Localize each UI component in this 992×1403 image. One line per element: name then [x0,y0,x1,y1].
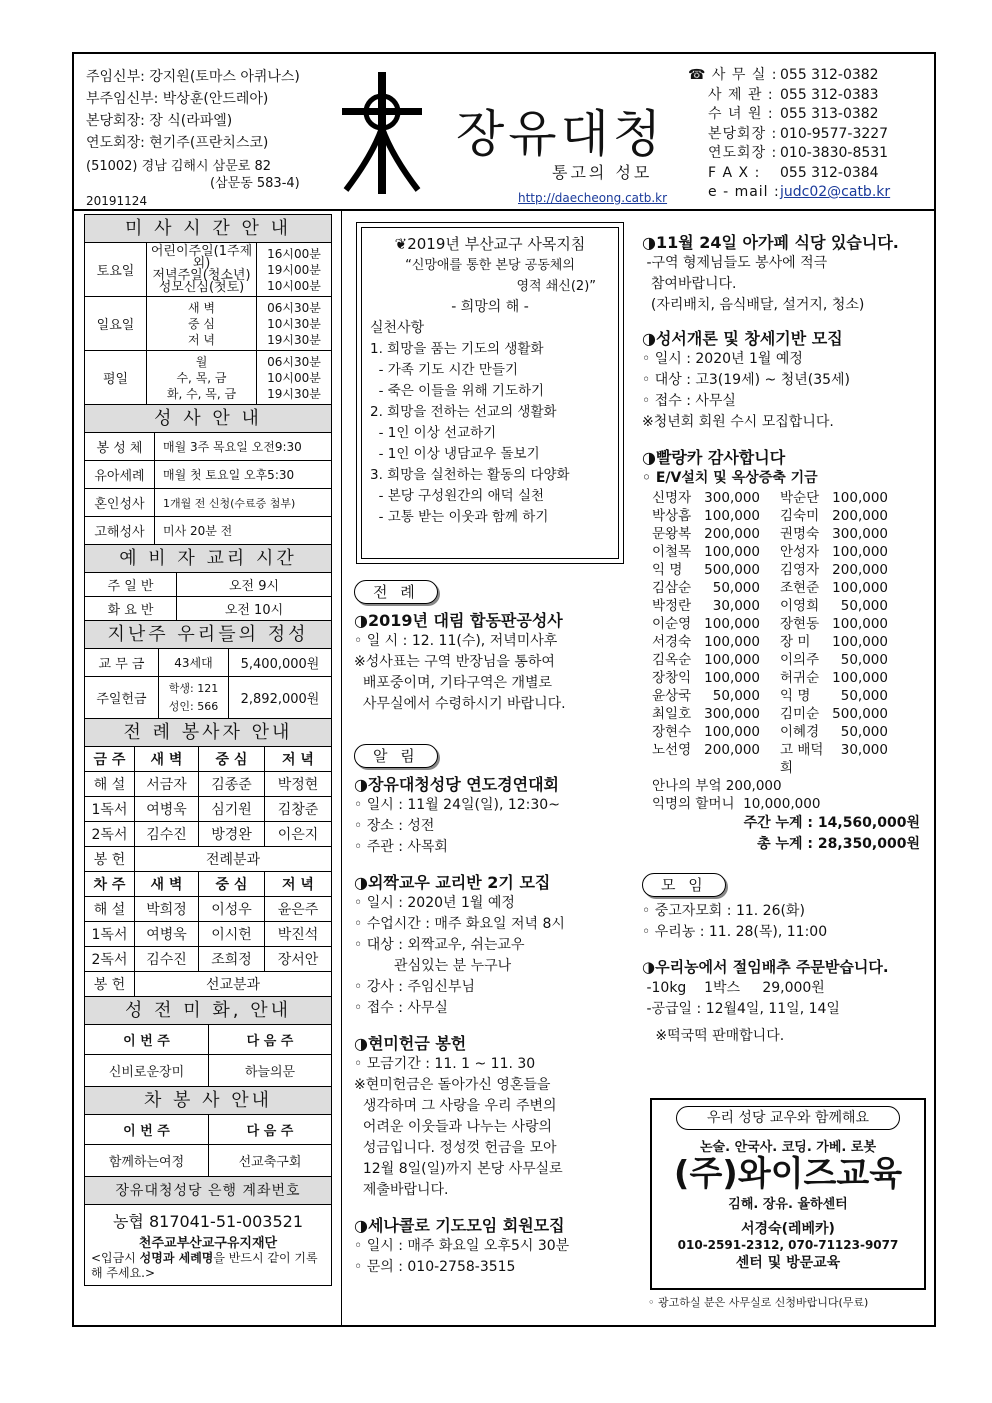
donor-name: 김숙미 [780,508,820,524]
pastoral-guide-box [356,222,624,564]
guide-title: ❦2019년 부산교구 사목지침 [394,235,586,253]
notice-heading: ◑장유대청성당 연도경연대회 [354,775,560,794]
contact-row: 본당회장 : 010-9577-3227 [708,125,889,142]
donor-name: 서경숙 [652,634,692,650]
sacrament-row: 혼인성사 1개월 전 신청(수료증 첨부) [85,489,331,517]
donor-name: 조현준 [780,580,820,596]
donor-amount: 100,000 [704,724,760,740]
donor-name: 장창익 [652,670,692,686]
guide-item: - 1인 이상 냉담교우 돌보기 [370,446,540,462]
donor-amount: 300,000 [704,706,760,722]
donor-amount: 100,000 [704,616,760,632]
donor-entry [780,633,908,651]
donor-name: 안성자 [780,544,820,560]
united-chair: 연도회장: 현기주(프란치스코) [86,135,269,151]
donor-entry [652,597,780,615]
flower-row: 신비로운장미 하늘의문 [85,1055,331,1087]
cabbage-heading: ◑우리농에서 절임배추 주문받습니다. [642,958,889,976]
assistant-pastor: 부주임신부: 박상훈(안드레아) [86,91,269,107]
liturgy-heading: ◑2019년 대림 합동판공성사 [354,611,563,630]
donor-name: 박순단 [780,490,820,506]
weekly-total: 주간 누계 : 14,560,000원 [743,815,920,831]
donor-name: 이의주 [780,652,820,668]
parish-title: 장유대청 [456,105,666,163]
guide-item: 1. 희망을 품는 기도의 생활화 [370,341,544,357]
mass-day: 평일 [85,351,147,404]
donor-name: 장현동 [780,616,820,632]
sacrament-title: 성 사 안 내 [85,405,331,433]
donor-amount: 100,000 [832,634,888,650]
mass-day: 일요일 [85,297,147,350]
donor-name: 박상흠 [652,508,692,524]
donor-entry [780,525,908,543]
catechism-row: 화 요 반 오전 10시 [85,597,331,621]
donor-amount: 100,000 [832,490,888,506]
grand-total: 총 누계 : 28,350,000원 [757,836,920,852]
cross-logo-icon [342,68,422,198]
server-header: 차 주 새 벽 중 심 저 녁 [85,872,331,897]
donor-amount: 30,000 [712,598,760,614]
ad-header: 우리 성당 교우와 함께해요 [676,1106,900,1130]
liturgy-section: 전 례 ◑2019년 대림 합동판공성사 ◦ 일 시 : 12. 11(수), 저녁미사후 ※성사표는 구역 반장님을 통하여 배포중이며, 기타구역은 개별로 사무실에서 수령하시기 바랍니다. [354,580,634,715]
donor-entry [780,507,908,525]
bank-note: <입금시 성명과 세례명을 반드시 같이 기록해 주세요.> [91,1251,318,1280]
donor-entry [780,741,908,777]
donor-entry [652,669,780,687]
contact-row: e - mail : judc02@catb.kr [688,183,890,203]
guide-item: - 1인 이상 선교하기 [370,425,497,441]
offering-row: 교 무 금 43세대 5,400,000원 [85,649,331,677]
donor-name: 김미순 [780,706,820,722]
ad-person: 서경숙(레베카) [741,1221,835,1237]
pastor: 주임신부: 강지원(토마스 아퀴나스) [86,69,300,85]
offering-row: 주일헌금 학생: 121 성인: 566 2,892,000원 [85,677,331,719]
donor-name: 문왕복 [652,526,692,542]
guide-quote2: 영적 쇄신(2)” [516,279,596,294]
server-row: 해 설 서금자 김종준 박정현 [85,772,331,797]
donor-amount: 500,000 [704,562,760,578]
donor-name: 장 미 [780,634,811,650]
donor-name: 신명자 [652,490,692,506]
guide-item: - 가족 기도 시간 만들기 [370,362,518,378]
donor-entry [780,723,908,741]
guide-quote1: “신망애를 통한 본당 공동체의 [405,258,575,273]
donor-amount: 100,000 [832,544,888,560]
contact-row: ☎ 사 무 실 : 055 312-0382 [688,67,879,83]
donor-name: 익 명 [780,688,811,704]
bank-owner: 천주교부산교구유지재단 [138,1236,278,1251]
donor-name: 이혜경 [780,724,820,740]
email-link[interactable]: judc02@catb.kr [780,184,891,200]
website-link[interactable]: http://daecheong.catb.kr [518,191,668,205]
ad-company: (주)와이즈교육 [673,1154,903,1194]
donor-entry [780,705,908,723]
server-table-this-week [85,747,331,997]
header [74,54,934,211]
donor-entry [780,615,908,633]
sacrament-row: 유아세례 매월 첫 토요일 오후5:30 [85,461,331,489]
server-row: 봉 헌 전례분과 [85,847,331,872]
ad-phone: 010-2591-2312, 070-71123-9077 [677,1238,899,1252]
donor-entry [652,705,780,723]
bank-account: 농협 817041-51-003521 [112,1212,304,1231]
donor-entry [780,687,908,705]
offering-title: 지난주 우리들의 정성 [85,621,331,649]
donor-entry [652,723,780,741]
donor-amount: 50,000 [840,598,888,614]
right-column: ◑11월 24일 아가페 식당 있습니다. -구역 형제님들도 봉사에 적극 참여바랍니다. (자리배치, 음식배달, 설거지, 청소) ◑성서개론 및 창세기반 모집 ◦ 일시 : 2020년 1월 예정 ◦ 대상 : 고3(19세) ~ 청년(35세) ◦ 접수 : 사무실 ※청년회 회원 수시 모집합니다. ◑빨랑카 감사합니다 ◦ E/V설치 및 옥상증축 기금 신명자 300,000 박순단 100,000 박상흠 100,000 김숙미 200,000 문왕복 200,000 권명숙 300,000 이철목 100,000 안성자 100,000 익 명 500,000 김영자 200,000 김삼순 50,000 조현준 100,000 박정란 30,000 이영희 50,000 이순영 100,000 장현동 100,000 서경숙 100,000 장 미 100,000 김옥순 100,000 이의주 50,000 장창익 100,000 허귀순 100,000 윤상국 50,000 익 명 50,000 최일호 300,000 김미순 500,000 장현수 100,000 이혜경 50,000 노선영 200,000 고 배덕희 30,000 안나의 부엌 200,000 익명의 할머니 10,000,000 주간 누계 : 14,560,000원 총 누계 : 28,350,000원 모 임 ◦ 중고자모회 : 11. 26(화) ◦ 우리농 : 11. 28(목), 11:00 ◑우리농에서 절임배추 주문받습니다. -10kg 1박스 29,000원 -공급일 : 12월4일, 11일, 14일 ※떡국떡 판매합니다. [642,232,932,1047]
donor-name: 김영자 [780,562,820,578]
donor-amount: 50,000 [712,580,760,596]
address [86,158,300,192]
catechism-title: 예 비 자 교리 시간 [85,545,331,573]
contact-row: 사 제 관 : 055 312-0383 [708,86,879,103]
server-row: 2독서 김수진 방경완 이은지 [85,822,331,847]
donor-entry [652,507,780,525]
donor-name: 김옥순 [652,652,692,668]
donor-amount: 300,000 [832,526,888,542]
car-header: 이 번 주 다 음 주 [85,1115,331,1145]
donor-entry [652,651,780,669]
ad-subjects: 논술. 안국사. 코딩. 가베. 로봇 [700,1140,876,1155]
column-divider [341,211,342,1327]
donor-entry [652,633,780,651]
notice-section: 알 림 ◑장유대청성당 연도경연대회 ◦ 일시 : 11월 24일(일), 12:30~ ◦ 장소 : 성전 ◦ 주관 : 사목회 ◑외짝교우 교리반 2기 모집 ◦ 일시 : 2020년 1월 예정 ◦ 수업시간 : 매주 화요일 저녁 8시 ◦ 대상 : 외짝교우, 쉬는교우 관심있는 분 누구나 ◦ 강사 : 주임신부님 ◦ 접수 : 사무실 ◑현미헌금 봉헌 ◦ 모금기간 : 11. 1 ~ 11. 30 ※현미헌금은 돌아가신 영혼들을 생각하며 그 사랑을 우리 주변의 어려운 이웃들과 나누는 사랑의 성금입니다. 정성껏 헌금을 모아 12월 8일(일)까지 본당 사무실로 제출바랍니다. ◑세나콜로 기도모임 회원모집 ◦ 일시 : 매주 화요일 오후5시 30분 ◦ 문의 : 010-2758-3515 [354,744,634,1278]
guide-item: - 본당 구성원간의 애덕 실천 [370,488,545,504]
donor-entry [780,669,908,687]
ad-visit: 센터 및 방문교육 [735,1255,841,1271]
donor-amount: 200,000 [704,526,760,542]
bank-title: 장유대청성당 은행 계좌번호 [85,1177,331,1205]
donor-amount: 100,000 [704,508,760,524]
donor-entry [652,579,780,597]
donor-name: 윤상국 [652,688,692,704]
contact-list [688,66,890,203]
flower-header: 이 번 주 다 음 주 [85,1025,331,1055]
donor-amount: 500,000 [832,706,888,722]
donor-entry [780,489,908,507]
donor-amount: 100,000 [704,544,760,560]
mass-title: 미 사 시 간 안 내 [85,215,331,243]
liturgy-tag: 전 례 [354,580,438,604]
donor-entry [652,543,780,561]
cafe-heading: ◑11월 24일 아가페 식당 있습니다. [642,233,899,252]
donor-name: 익 명 [652,562,683,578]
donor-list [642,489,932,777]
meeting-tag: 모 임 [642,873,726,897]
donor-amount: 100,000 [704,670,760,686]
mass-row-weekday: 평일 월 수, 목, 금 화, 수, 목, 금 06시30분 10시00분 19시30분 [85,351,331,405]
guide-year: - 희망의 해 - [451,299,529,315]
donor-name: 이철목 [652,544,692,560]
mass-row-sun: 일요일 새 벽 중 심 저 녁 06시30분 10시30분 19시30분 [85,297,331,351]
donor-entry [780,597,908,615]
donor-amount: 50,000 [840,688,888,704]
server-row: 2독서 김수진 조희정 장서안 [85,947,331,972]
donor-amount: 50,000 [840,724,888,740]
parish-chair: 본당회장: 장 식(라파엘) [86,113,233,129]
parish-subtitle: 통고의 성모 [552,163,653,182]
server-row: 1독서 여병욱 심기원 김창준 [85,797,331,822]
donor-entry [780,543,908,561]
donor-entry [780,651,908,669]
issue-date: 20191124 [86,194,148,208]
donor-entry [780,579,908,597]
donor-name: 최일호 [652,706,692,722]
notice-heading: ◑세나콜로 기도모임 회원모집 [354,1216,565,1235]
donor-amount: 200,000 [832,562,888,578]
donor-amount: 100,000 [832,616,888,632]
address-line1: (51002) 경남 김해시 삼문로 82 [86,159,272,174]
sacrament-row: 고해성사 미사 20분 전 [85,517,331,545]
bulletin-page [72,52,936,1327]
mass-row-sat: 토요일 어린이주일(1주제외) 저녁주일(청소년) 성모신심(첫토) 16시00분 19시00분 10시00분 [85,243,331,297]
guide-item: - 고통 받는 이웃과 함께 하기 [370,509,549,525]
donor-name: 이순영 [652,616,692,632]
server-row: 봉 헌 선교분과 [85,972,331,997]
catechism-row: 주 일 반 오전 9시 [85,573,331,597]
thanks-heading: ◑빨랑카 감사합니다 [642,448,786,467]
donor-name: 고 배덕희 [780,742,824,776]
donor-entry [652,561,780,579]
donor-amount: 200,000 [704,742,760,758]
guide-act: 실천사항 [370,320,425,336]
guide-item: - 죽은 이들을 위해 기도하기 [370,383,545,399]
donor-entry [652,525,780,543]
donor-entry [780,561,908,579]
diocese-logo-icon: ❦ [394,235,408,253]
donor-name: 장현수 [652,724,692,740]
donor-entry [652,489,780,507]
donor-name: 허귀순 [780,670,820,686]
ad-branches: 김해. 장유. 율하센터 [728,1197,848,1212]
notice-heading: ◑현미헌금 봉헌 [354,1034,467,1053]
car-row: 함께하는여정 선교축구회 [85,1145,331,1177]
server-row: 해 설 박희정 이성우 윤은주 [85,897,331,922]
donor-entry [652,687,780,705]
donor-amount: 30,000 [840,742,888,758]
contact-row: F A X : 055 312-0384 [708,164,879,181]
donor-amount: 100,000 [704,652,760,668]
donor-amount: 50,000 [712,688,760,704]
donor-amount: 200,000 [832,508,888,524]
donor-amount: 100,000 [832,670,888,686]
server-row: 1독서 여병욱 이시헌 박진석 [85,922,331,947]
server-title: 전 례 봉사자 안내 [85,719,331,747]
sacrament-row: 봉 성 체 매월 3주 목요일 오전9:30 [85,433,331,461]
contact-row: 수 녀 원 : 055 313-0382 [708,106,879,122]
donor-amount: 50,000 [840,652,888,668]
donor-name: 박정란 [652,598,692,614]
donor-amount: 300,000 [704,490,760,506]
donor-name: 김삼순 [652,580,692,596]
guide-item: 2. 희망을 전하는 선교의 생활화 [370,404,557,420]
donor-amount: 100,000 [704,634,760,650]
notice-tag: 알 림 [354,744,438,768]
donor-entry [652,741,780,777]
contact-row: 연도회장 : 010-3830-8531 [708,145,889,161]
bible-heading: ◑성서개론 및 창세기반 모집 [642,329,843,348]
flower-title: 성 전 미 화, 안내 [85,997,331,1025]
car-title: 차 봉 사 안내 [85,1087,331,1115]
bank-info [85,1205,331,1285]
staff-list [86,66,300,154]
left-sidebar [84,214,332,1286]
donor-name: 권명숙 [780,526,820,542]
advertisement-box [650,1098,926,1290]
server-header: 금 주 새 벽 중 심 저 녁 [85,747,331,772]
guide-item: 3. 희망을 실천하는 활동의 다양화 [370,467,570,483]
notice-heading: ◑외짝교우 교리반 2기 모집 [354,873,551,892]
ad-note: ◦ 광고하실 분은 사무실로 신청바랍니다(무료) [648,1296,869,1309]
donor-name: 이영희 [780,598,820,614]
donor-name: 노선영 [652,742,692,758]
address-line2: (삼문동 583-4) [210,176,300,191]
mass-day: 토요일 [85,243,147,296]
donor-amount: 100,000 [832,580,888,596]
donor-entry [652,615,780,633]
